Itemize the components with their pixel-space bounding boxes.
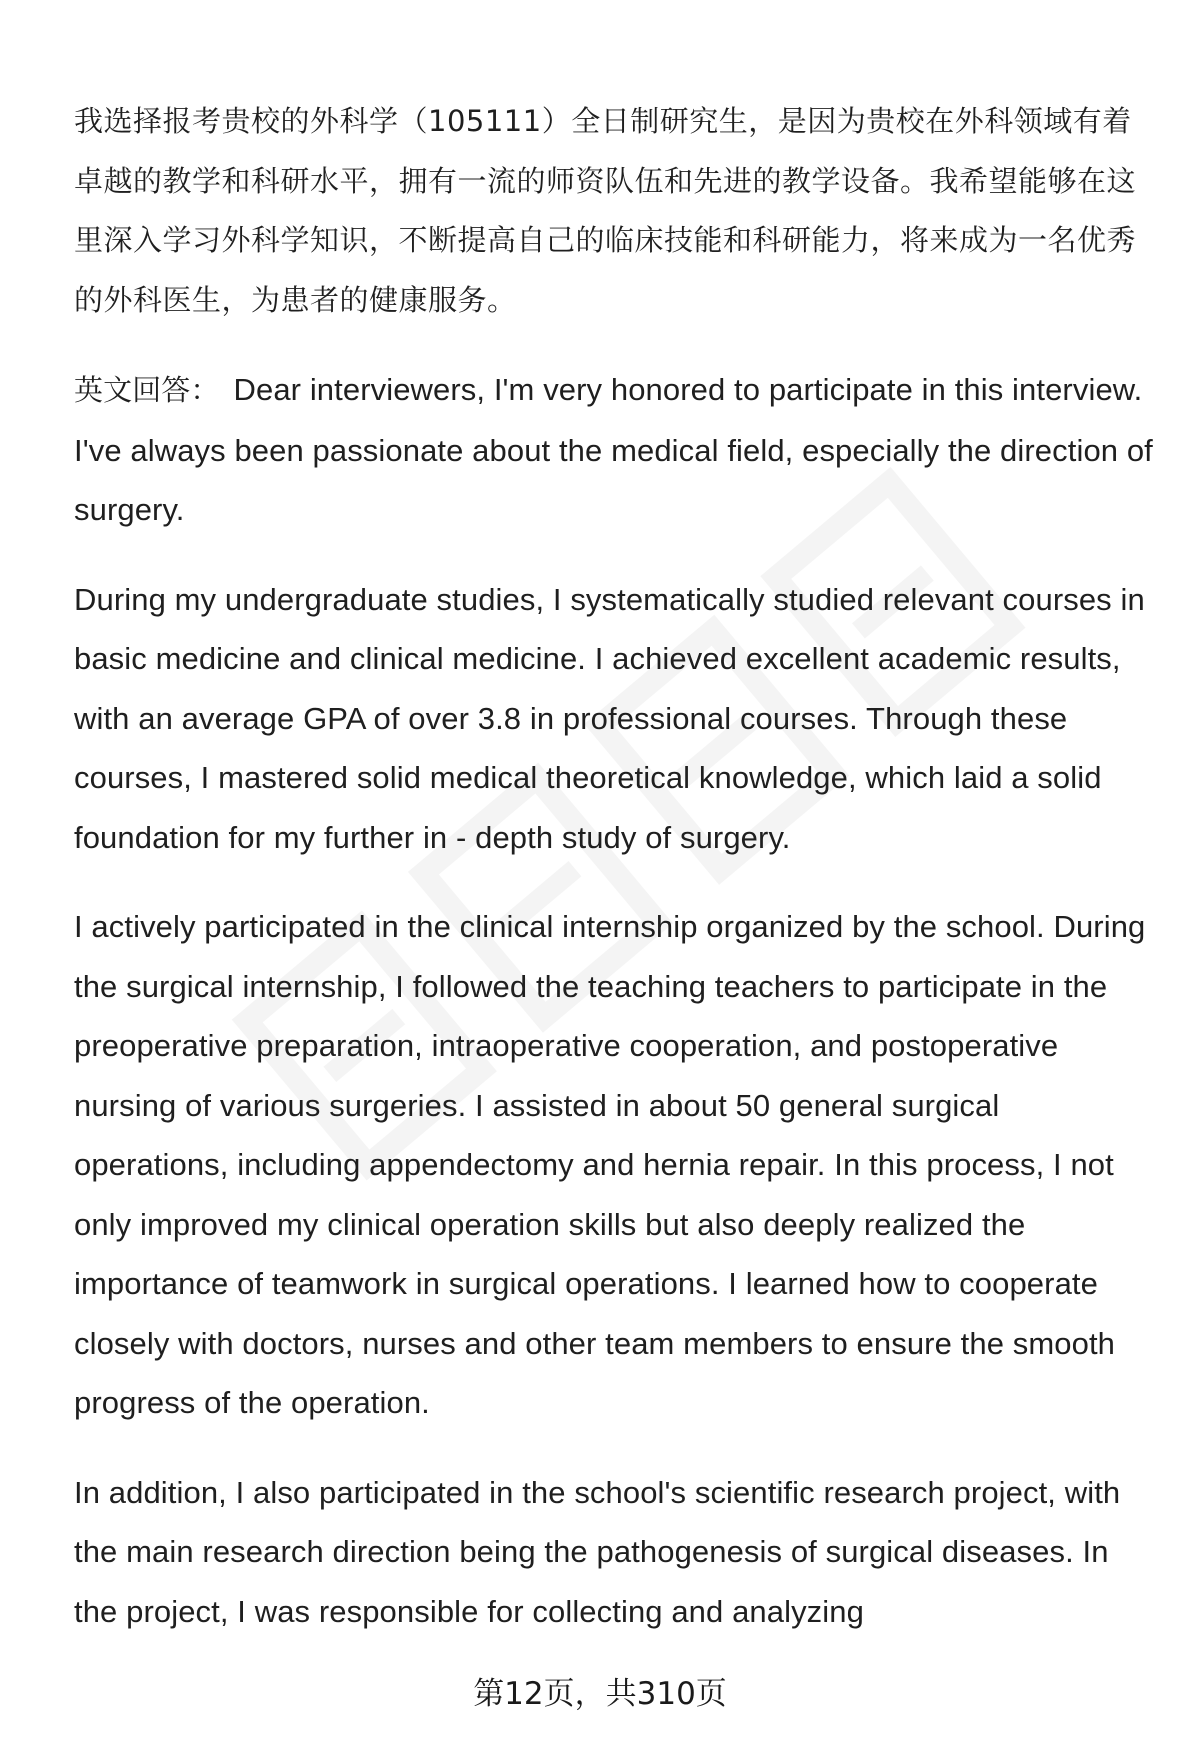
- document-body: [74, 92, 1154, 1671]
- paragraph-text: Dear interviewers, I'm very honored to participate in this interview. I've always been passionate about the medical field, especially the direction of surgery.: [74, 372, 1153, 527]
- paragraph-clinical-internship: [74, 897, 1154, 1433]
- paragraph-english-intro: [74, 360, 1154, 540]
- paragraph-undergraduate-studies: [74, 570, 1154, 868]
- paragraph-text: During my undergraduate studies, I systematically studied relevant courses in basic medicine and clinical medicine. I achieved excellent academic results, with an average GPA of over 3.8 in professional courses. Through these courses, I mastered solid medical theoretical knowledge, which laid a solid foundation for my further in - depth study of surgery.: [74, 581, 1145, 855]
- paragraph-text: In addition, I also participated in the school's scientific research project, with the main research direction being the pathogenesis of surgical diseases. In the project, I was responsible for collecting and analyzing: [74, 1474, 1121, 1629]
- page-number: 第12页，共310页: [473, 1676, 727, 1712]
- paragraph-research-project: [74, 1463, 1154, 1642]
- english-answer-label: 英文回答：: [74, 373, 220, 407]
- paragraph-text: 我选择报考贵校的外科学（105111）全日制研究生，是因为贵校在外科领域有着卓越的教学和科研水平，拥有一流的师资队伍和先进的教学设备。我希望能够在这里深入学习外科学知识，不断提高自己的临床技能和科研能力，将来成为一名优秀的外科医生，为患者的健康服务。: [74, 104, 1137, 317]
- paragraph-text: I actively participated in the clinical internship organized by the school. During the surgical internship, I followed the teaching teachers to participate in the preoperative preparation, intraoperative cooperation, and postoperative nursing of various surgeries. I assisted in about 50 general surgical operations, including appendectomy and hernia repair. In this process, I not only improved my clinical operation skills but also deeply realized the importance of teamwork in surgical operations. I learned how to cooperate closely with doctors, nurses and other team members to ensure the smooth progress of the operation.: [74, 909, 1146, 1420]
- paragraph-chinese-answer: [74, 92, 1154, 330]
